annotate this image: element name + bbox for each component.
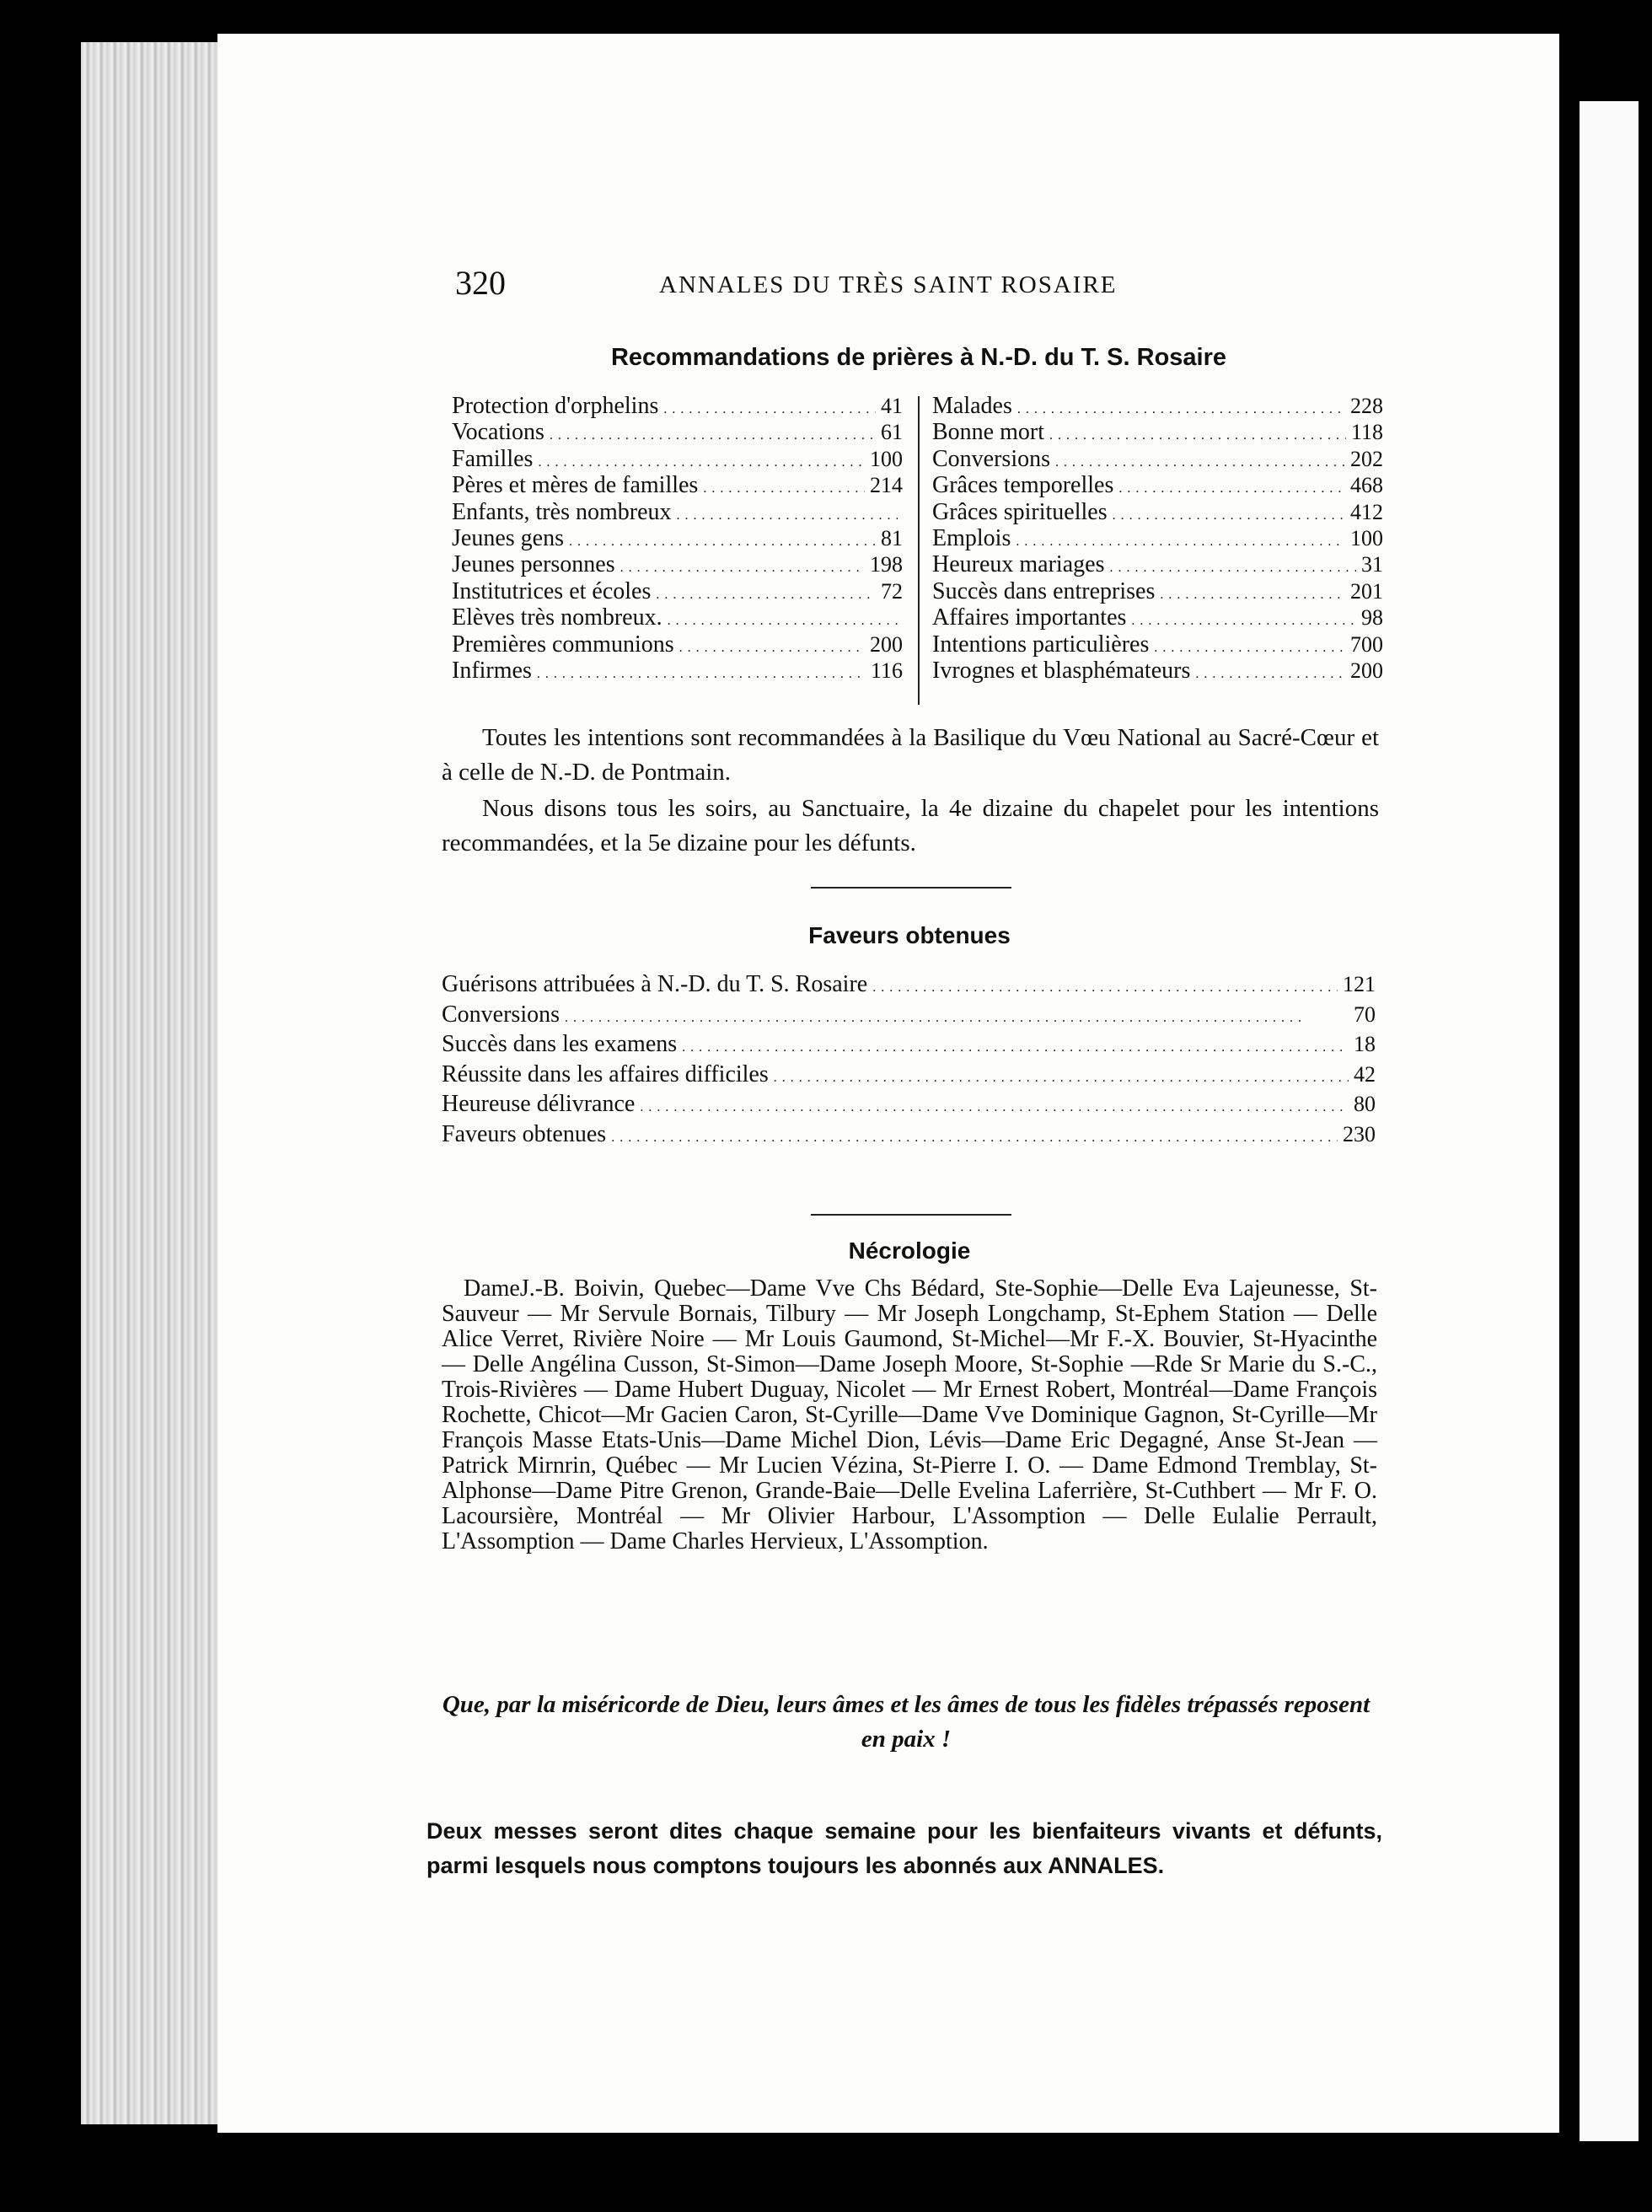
recommendation-row [452,446,903,472]
dot-leader [1160,578,1345,605]
entry-count: 18 [1354,1032,1376,1056]
entry-label: Conversions [932,445,1050,472]
entry-label: Guérisons attribuées à N.-D. du T. S. Rosaire [442,971,868,997]
dot-leader [620,551,865,578]
recommendation-row [452,658,903,684]
recommendation-row [932,658,1383,684]
recommendation-row [452,604,903,631]
recommendations-right-column [932,393,1383,684]
favor-row [442,1001,1376,1032]
recommendation-row [452,551,903,577]
favor-row [442,1031,1376,1061]
recommendation-row [932,604,1383,631]
entry-count: 100 [870,446,903,471]
entry-label: Infirmes [452,657,532,684]
recommendations-title: Recommandations de prières à N.-D. du T. S. Rosaire [610,344,1227,371]
section-divider [811,887,1011,889]
entry-count: 72 [881,578,903,604]
entry-count: 412 [1350,499,1383,524]
entry-count: 202 [1350,446,1383,471]
entry-count: 230 [1343,1121,1376,1146]
entry-label: Heureuse délivrance [442,1091,636,1117]
recommendation-row [932,525,1383,551]
favor-row [442,1121,1376,1152]
dot-leader [565,1001,1349,1028]
recommendation-row [932,472,1383,498]
entry-count: 116 [870,658,903,683]
necrology-text: DameJ.-B. Boivin, Quebec—Dame Vve Chs Bédard, Ste-Sophie—Delle Eva Lajeunesse, St-Sauveur — Mr Servule Bornais, Tilbury — Mr Joseph Longchamp, St-Ephem Station — Delle Alice Verret, Rivière Noire — Mr Louis Gaumond, St-Michel—Mr F.-X. Bouvier, St-Hyacinthe — Delle Angélina Cusson, St-Simon—Dame Joseph Moore, St-Sophie —Rde Sr Marie du S.-C., Trois-Rivières — Dame Hubert Duguay, Nicolet — Mr Ernest Robert, Montréal—Dame François Rochette, Chicot—Mr Gacien Caron, St-Cyrille—Dame Vve Dominique Gagnon, St-Cyrille—Mr François Masse Etats-Unis—Dame Michel Dion, Lévis—Dame Eric Degagné, Anse St-Jean — Patrick Mirnrin, Québec — Mr Lucien Vézina, St-Pierre I. O. — Dame Edmond Tremblay, St-Alphonse—Dame Pitre Grenon, Grande-Baie—Delle Evelina Laferrière, St-Cuthbert — Mr F. O. Lacoursière, Montréal — Mr Olivier Harbour, L'Assomption — Delle Eulalie Perrault, L'Assomption — Dame Charles Hervieux, L'Assomption. [442,1275,1377,1554]
entry-label: Grâces temporelles [932,472,1114,499]
entry-label: Protection d'orphelins [452,393,659,419]
entry-label: Premières communions [452,631,674,658]
recommendations-paragraph-2: Nous disons tous les soirs, au Sanctuaire, la 4e dizaine du chapelet pour les intentions recommandées, et la 5e dizaine pour les défunts. [442,795,1379,856]
entry-count: 121 [1343,972,1376,996]
entry-count: 61 [881,420,903,445]
recommendation-row [452,419,903,445]
favor-row [442,1061,1376,1092]
entry-count: 201 [1350,578,1383,604]
running-title: ANNALES DU TRÈS SAINT ROSAIRE [659,271,1118,298]
recommendation-row [932,578,1383,604]
favors-title: Faveurs obtenues [808,922,1011,948]
recommendation-row [452,472,903,498]
dot-leader [1118,472,1345,499]
dot-leader [1113,499,1345,526]
entry-label: Elèves très nombreux. [452,604,662,631]
dot-leader [569,525,876,552]
dot-leader [1049,419,1346,446]
dot-leader [1109,551,1356,578]
recommendations-table [452,393,1383,710]
page-header [455,263,1382,305]
recommendations-left-column [452,393,903,684]
recommendations-paragraph-1: Toutes les intentions sont recommandées à la Basilique du Vœu National au Sacré-Cœur et à celle de N.-D. de Pontmain. [442,724,1379,786]
favor-row [442,1091,1376,1121]
column-divider [918,396,920,705]
recommendation-row [932,393,1383,419]
entry-label: Intentions particulières [932,631,1150,658]
dot-leader [682,1031,1349,1058]
entry-label: Familles [452,445,534,472]
entry-label: Heureux mariages [932,551,1105,578]
entry-label: Succès dans entreprises [932,577,1156,604]
dot-leader [550,419,876,446]
recommendation-row [452,393,903,419]
entry-label: Jeunes personnes [452,551,615,578]
dot-leader [677,499,898,526]
entry-label: Succès dans les examens [442,1031,678,1057]
entry-label: Institutrices et écoles [452,577,652,604]
dot-leader [1154,631,1345,658]
book-back-cover [1580,101,1639,2141]
dot-leader [1017,393,1345,420]
dot-leader [656,578,876,605]
dot-leader [537,658,866,685]
entry-label: Jeunes gens [452,524,564,551]
recommendation-row [452,525,903,551]
entry-label: Emplois [932,524,1011,551]
entry-count: 41 [881,394,903,418]
dot-leader [668,604,898,631]
dot-leader [1055,446,1345,473]
entry-count: 98 [1361,605,1383,631]
entry-count: 118 [1350,420,1383,445]
dot-leader [679,631,865,658]
entry-count: 80 [1354,1092,1376,1116]
recommendation-row [452,499,903,525]
entry-label: Enfants, très nombreux [452,498,672,525]
recommendation-row [932,551,1383,577]
entry-label: Réussite dans les affaires difficiles [442,1060,769,1087]
dot-leader [703,472,865,499]
recommendation-row [932,419,1383,445]
dot-leader [640,1091,1349,1118]
entry-label: Grâces spirituelles [932,498,1108,525]
recommendation-row [452,578,903,604]
necrology-closing: Que, par la miséricorde de Dieu, leurs âmes et les âmes de tous les fidèles trépassés reposent en paix ! [442,1691,1370,1753]
page-number: 320 [455,264,506,302]
final-notice: Deux messes seront dites chaque semaine pour les bienfaiteurs vivants et défunts, parmi lesquels nous comptons toujours les abonnés aux ANNALES. [426,1818,1382,1878]
entry-count: 31 [1361,552,1383,577]
entry-label: Faveurs obtenues [442,1120,607,1147]
necrology-title: Nécrologie [848,1238,971,1264]
entry-count: 198 [870,552,903,577]
favor-row [442,971,1376,1001]
section-divider [811,1214,1011,1216]
dot-leader [872,971,1338,998]
entry-label: Bonne mort [932,419,1044,446]
entry-count: 42 [1354,1061,1376,1087]
entry-count: 81 [881,525,903,550]
entry-label: Malades [932,393,1012,419]
entry-label: Conversions [442,1001,560,1028]
entry-count: 200 [870,631,903,657]
entry-count: 100 [1350,525,1383,550]
recommendation-row [932,446,1383,472]
entry-count: 70 [1354,1001,1376,1027]
entry-count: 200 [1350,658,1383,683]
entry-label: Vocations [452,419,544,446]
recommendation-row [452,631,903,658]
dot-leader [663,393,876,420]
entry-count: 228 [1350,394,1383,418]
favors-list [442,971,1376,1151]
entry-count: 214 [870,473,903,498]
dot-leader [1016,525,1345,552]
dot-leader [611,1121,1338,1148]
recommendation-row [932,499,1383,525]
entry-label: Affaires importantes [932,604,1127,631]
entry-count: 468 [1350,473,1383,498]
dot-leader [538,446,865,473]
entry-count: 700 [1350,631,1383,657]
entry-label: Ivrognes et blasphémateurs [932,657,1191,684]
entry-label: Pères et mères de familles [452,472,699,499]
dot-leader [1195,658,1345,685]
book-page-edges [81,42,233,2124]
dot-leader [774,1061,1349,1088]
dot-leader [1131,604,1356,631]
recommendation-row [932,631,1383,658]
